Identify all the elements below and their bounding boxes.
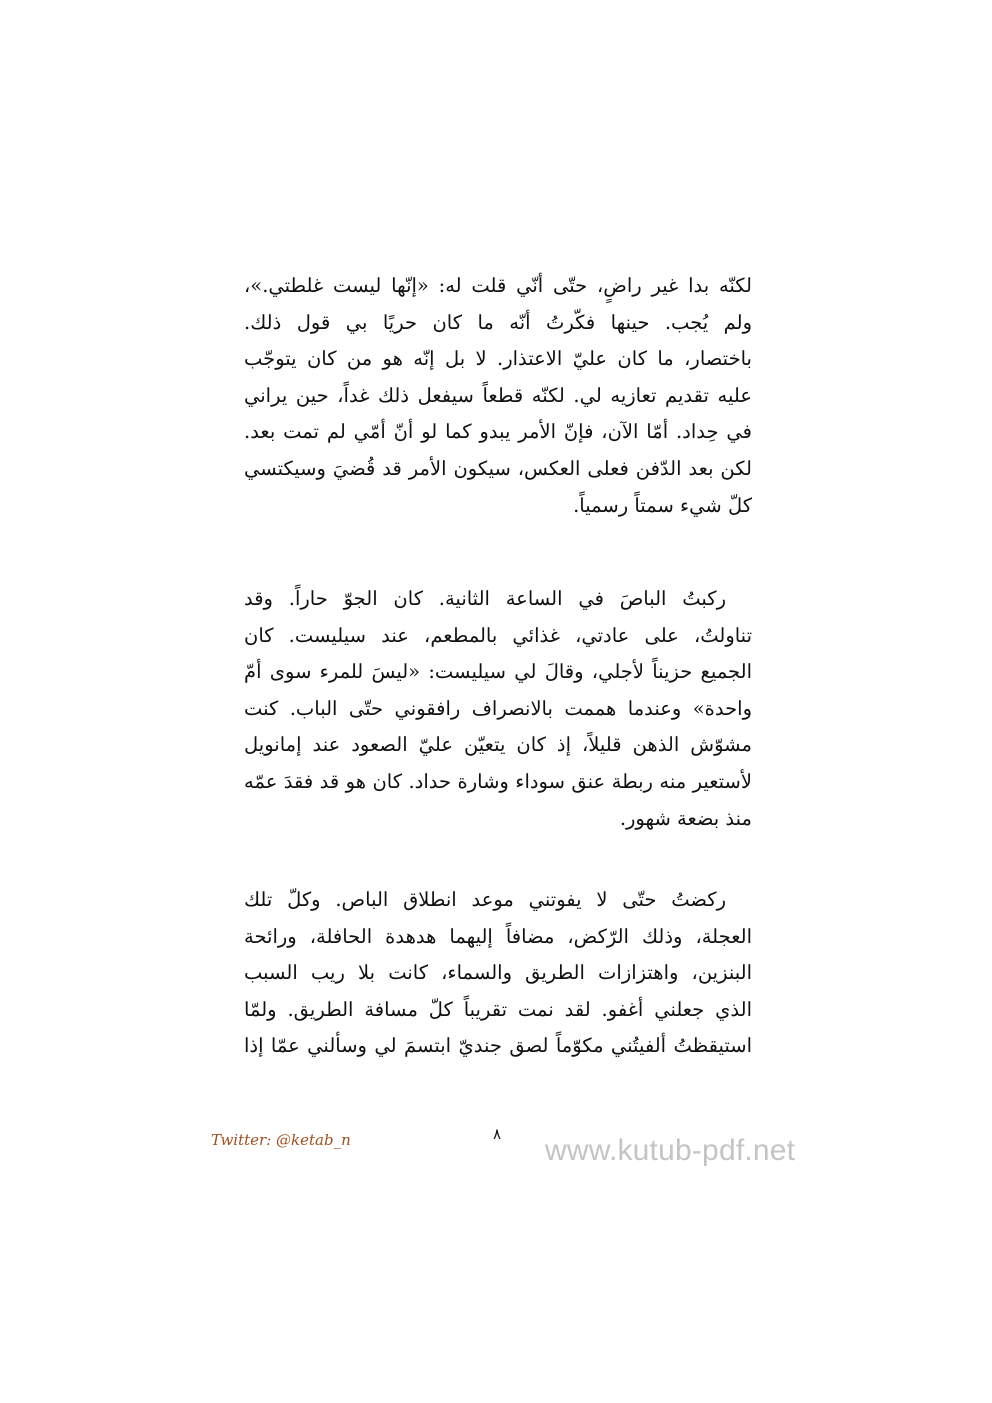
text-line: تناولتُ، على عادتي، غذائي بالمطعم، عند سيليست. كان — [244, 623, 752, 647]
text-line: واحدة» وعندما هممت بالانصراف رافقوني حتّى الباب. كنت — [244, 696, 752, 720]
text-line: لأستعير منه ربطة عنق سوداء وشارة حداد. كان هو قد فقدَ عمّه — [244, 769, 752, 793]
text-line: منذ بضعة شهور. — [619, 806, 752, 830]
page-number: ٨ — [493, 1125, 502, 1143]
text-line: كلّ شيء سمتاً رسمياً. — [573, 493, 752, 517]
paragraph-1 — [244, 268, 752, 524]
watermark-url: www.kutub-pdf.net — [545, 1134, 796, 1167]
text-line: باختصار، ما كان عليّ الاعتذار. لا بل إنّه هو من كان يتوجّب — [244, 347, 752, 371]
text-line: استيقظتُ ألفيتُني مكوّماً لصق جنديّ ابتسمَ لي وسألني عمّا إذا — [244, 1034, 752, 1058]
text-line: لكن بعد الدّفن فعلى العكس، سيكون الأمر قد قُضيَ وسيكتسي — [244, 456, 752, 480]
text-line: لكنّه بدا غير راضٍ، حتّى أنّي قلت له: «إنّها ليست غلطتي.»، — [244, 274, 752, 297]
text-line: ركبتُ الباصَ في الساعة الثانية. كان الجوّ حاراً. وقد — [244, 587, 726, 610]
text-line: في حِداد. أمّا الآن، فإنّ الأمر يبدو كما لو أنّ أمّي لم تمت بعد. — [244, 420, 752, 444]
paragraph-3 — [244, 882, 752, 1065]
text-line: البنزين، واهتزازات الطريق والسماء، كانت بلا ريب السبب — [244, 961, 752, 985]
twitter-handle: Twitter: @ketab_n — [211, 1131, 351, 1149]
text-line: ولم يُجب. حينها فكّرتُ أنّه ما كان حريًا بي قول ذلك. — [244, 310, 752, 334]
text-line: العجلة، وذلك الرّكض، مضافاً إليهما هدهدة الحافلة، ورائحة — [244, 924, 752, 948]
text-line: الذي جعلني أغفو. لقد نمت تقريباً كلّ مسافة الطريق. ولمّا — [244, 997, 752, 1021]
text-line: عليه تقديم تعازيه لي. لكنّه قطعاً سيفعل ذلك غداً، حين يراني — [244, 383, 752, 407]
text-line: ركضتُ حتّى لا يفوتني موعد انطلاق الباص. وكلّ تلك — [244, 888, 726, 911]
text-line: الجميع حزيناً لأجلي، وقالَ لي سيليست: «ليسَ للمرء سوى أمّ — [244, 660, 752, 684]
paragraph-2 — [244, 581, 752, 837]
text-line: مشوّش الذهن قليلاً، إذ كان يتعيّن عليّ الصعود عند إمانويل — [244, 733, 752, 757]
